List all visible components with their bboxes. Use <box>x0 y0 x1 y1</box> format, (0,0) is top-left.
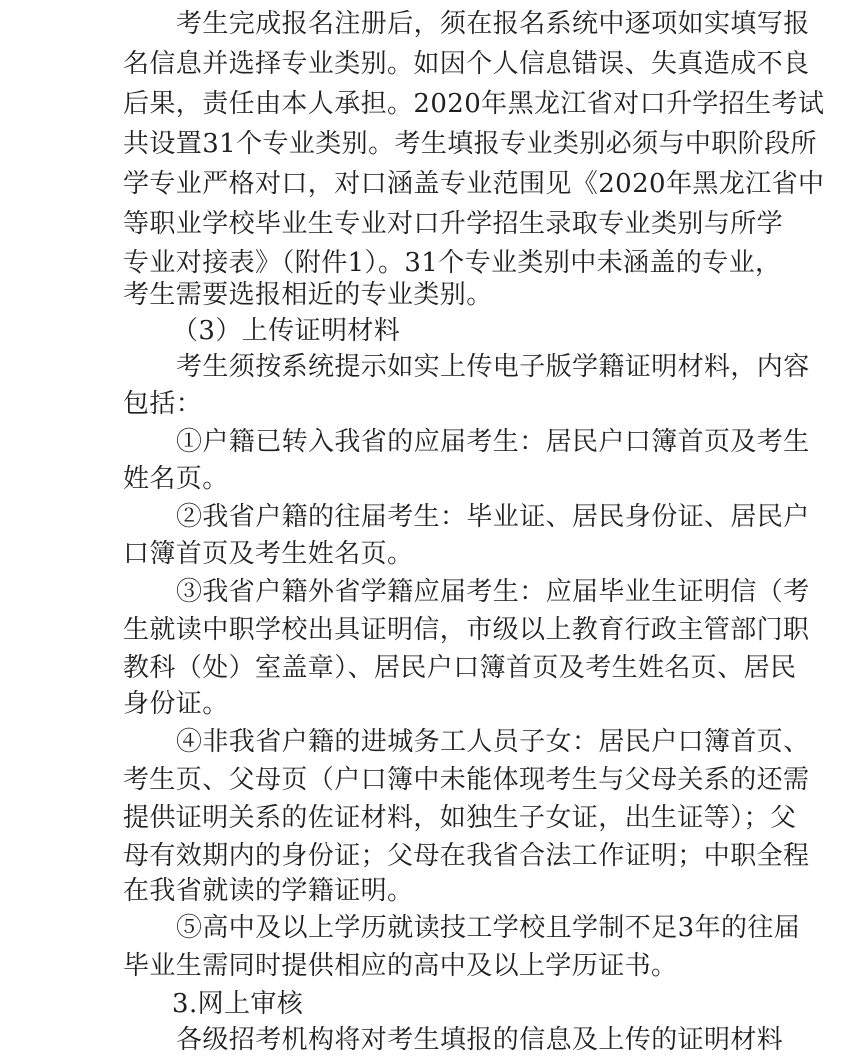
list-item-4-line-3: 提供证明关系的佐证材料，如独生子女证，出生证等）；父 <box>123 803 797 833</box>
paragraph-line-1: 考生完成报名注册后，须在报名系统中逐项如实填写报 <box>176 9 810 39</box>
paragraph-line-5: 学专业严格对口，对口涵盖专业范围见《2020年黑龙江省中 <box>123 169 825 199</box>
paragraph-line-7: 专业对接表》（附件1）。31个专业类别中未涵盖的专业， <box>123 248 782 278</box>
paragraph-line-final: 各级招考机构将对考生填报的信息及上传的证明材料 <box>176 1025 784 1055</box>
paragraph-line-2: 名信息并选择专业类别。如因个人信息错误、失真造成不良 <box>123 49 810 79</box>
paragraph-line-10: 包括： <box>123 389 203 419</box>
section-heading-review: 3.网上审核 <box>172 989 304 1019</box>
list-item-4-line-1: ④非我省户籍的进城务工人员子女：居民户口簿首页、 <box>176 727 810 757</box>
list-item-5-line-2: 毕业生需同时提供相应的高中及以上学历证书。 <box>123 951 678 981</box>
section-heading-upload: （3）上传证明材料 <box>172 316 401 346</box>
list-item-1-line-2: 姓名页。 <box>123 464 229 494</box>
list-item-4-line-5: 在我省就读的学籍证明。 <box>123 876 414 906</box>
list-item-2-line-2: 口簿首页及考生姓名页。 <box>123 539 414 569</box>
list-item-5-line-1: ⑤高中及以上学历就读技工学校且学制不足3年的往届 <box>176 913 801 943</box>
paragraph-line-4: 共设置31个专业类别。考生填报专业类别必须与中职阶段所 <box>123 129 817 159</box>
paragraph-line-8: 考生需要选报相近的专业类别。 <box>123 280 493 310</box>
list-item-3-line-1: ③我省户籍外省学籍应届考生：应届毕业生证明信（考 <box>176 577 810 607</box>
paragraph-line-3: 后果，责任由本人承担。2020年黑龙江省对口升学招生考试 <box>123 89 825 119</box>
list-item-4-line-4: 母有效期内的身份证；父母在我省合法工作证明；中职全程 <box>123 841 810 871</box>
list-item-2-line-1: ②我省户籍的往届考生：毕业证、居民身份证、居民户 <box>176 502 810 532</box>
list-item-3-line-4: 身份证。 <box>123 689 229 719</box>
paragraph-line-6: 等职业学校毕业生专业对口升学招生录取专业类别与所学 <box>123 209 784 239</box>
paragraph-line-9: 考生须按系统提示如实上传电子版学籍证明材料，内容 <box>176 352 810 382</box>
list-item-3-line-3: 教科（处）室盖章）、居民户口簿首页及考生姓名页、居民 <box>123 653 797 683</box>
list-item-3-line-2: 生就读中职学校出具证明信，市级以上教育行政主管部门职 <box>123 615 810 645</box>
list-item-1-line-1: ①户籍已转入我省的应届考生：居民户口簿首页及考生 <box>176 427 810 457</box>
list-item-4-line-2: 考生页、父母页（户口簿中未能体现考生与父母关系的还需 <box>123 765 810 795</box>
